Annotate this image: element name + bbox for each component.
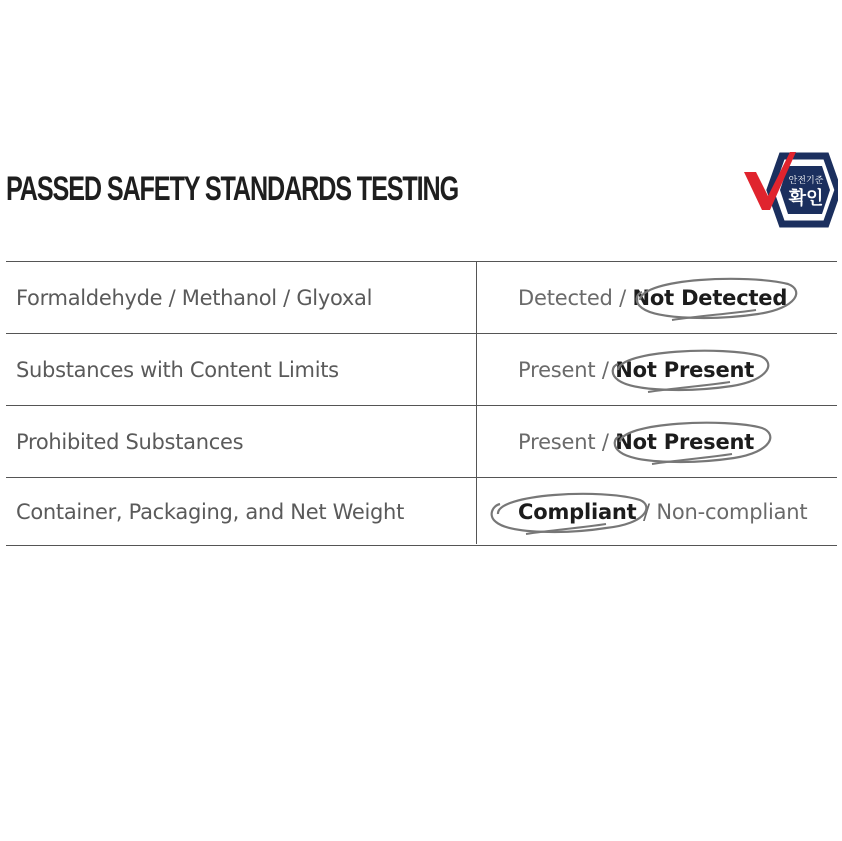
table-row	[6, 261, 837, 333]
test-item-label: Substances with Content Limits	[16, 357, 339, 382]
safety-results-table	[6, 261, 837, 546]
test-result	[518, 478, 807, 545]
logo-main-text: 확인	[788, 188, 824, 209]
test-result	[518, 262, 787, 333]
test-item-label: Prohibited Substances	[16, 429, 244, 454]
result-option: Non-compliant	[656, 499, 808, 524]
logo-top-text: 안전기준	[788, 176, 824, 186]
result-separator: /	[595, 429, 616, 454]
result-separator: /	[636, 499, 657, 524]
result-option: Present	[518, 429, 596, 454]
page-title: PASSED SAFETY STANDARDS TESTING	[6, 170, 459, 208]
result-option: Present	[518, 357, 596, 382]
result-option-selected: Compliant	[518, 499, 637, 524]
result-option-selected: Not Detected	[632, 285, 788, 310]
test-item-label: Container, Packaging, and Net Weight	[16, 499, 405, 524]
result-option-selected: Not Present	[615, 357, 755, 382]
column-divider	[476, 261, 477, 544]
test-result	[518, 334, 754, 405]
result-separator: /	[595, 357, 616, 382]
result-separator: /	[612, 285, 633, 310]
table-row	[6, 333, 837, 405]
table-row	[6, 477, 837, 546]
result-option: Detected	[518, 285, 613, 310]
safety-certification-logo	[742, 150, 838, 230]
test-result	[518, 406, 754, 477]
test-item-label: Formaldehyde / Methanol / Glyoxal	[16, 285, 373, 310]
result-option-selected: Not Present	[615, 429, 755, 454]
table-row	[6, 405, 837, 477]
